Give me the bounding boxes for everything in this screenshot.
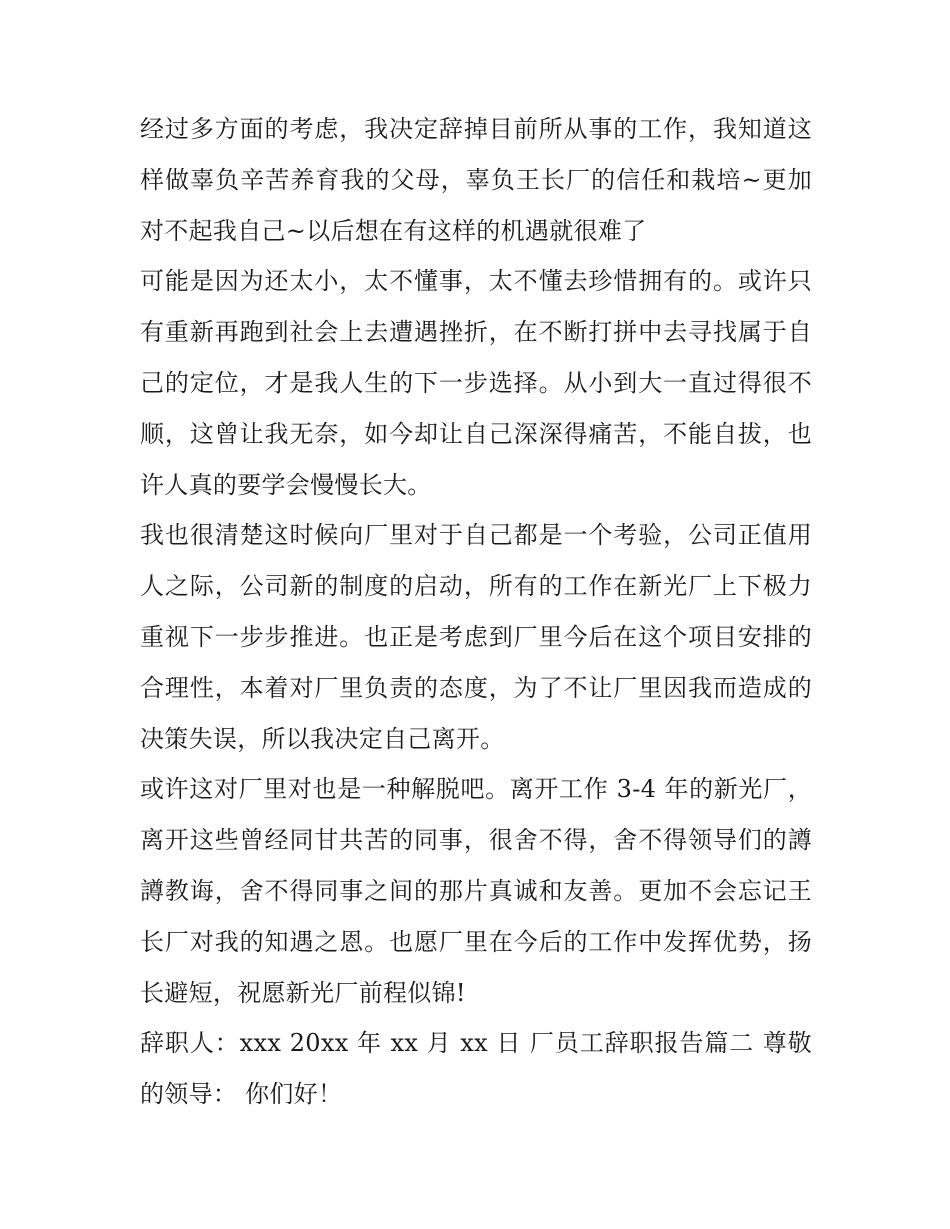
paragraph-self-reflection: 可能是因为还太小，太不懂事，太不懂去珍惜拥有的。或许只有重新再跑到社会上去遭遇挫折，在不断打拼中去寻找属于自己的定位，才是我人生的下一步选择。从小到大一直过得很不顺，这曾让我无奈，如今却让自己深深得痛苦，不能自拔，也许人真的要学会慢慢长大。 [140, 267, 812, 499]
paragraph-farewell: 或许这对厂里对也是一种解脱吧。离开工作 3-4 年的新光厂，离开这些曾经同甘共苦的同事，很舍不得，舍不得领导们的譐譐教诲，舍不得同事之间的那片真诚和友善。更加不会忘记王长厂对我的知遇之恩。也愿厂里在今后的工作中发挥优势，扬长避短，祝愿新光厂前程似锦! [140, 775, 812, 1007]
document-body [140, 104, 812, 1120]
paragraph-company-consideration: 我也很清楚这时候向厂里对于自己都是一个考验，公司正值用人之际，公司新的制度的启动，所有的工作在新光厂上下极力重视下一步步推进。也正是考虑到厂里今后在这个项目安排的合理性，本着对厂里负责的态度，为了不让厂里因我而造成的决策失误，所以我决定自己离开。 [140, 521, 812, 753]
paragraph-resignation-reason: 经过多方面的考虑，我决定辞掉目前所从事的工作，我知道这样做辜负辛苦养育我的父母，辜负王长厂的信任和栽培~更加对不起我自己~以后想在有这样的机遇就很难了 [140, 115, 812, 245]
paragraph-signature: 辞职人：xxx 20xx 年 xx 月 xx 日 厂员工辞职报告篇二 尊敬的领导： 你们好！ [140, 1029, 812, 1109]
